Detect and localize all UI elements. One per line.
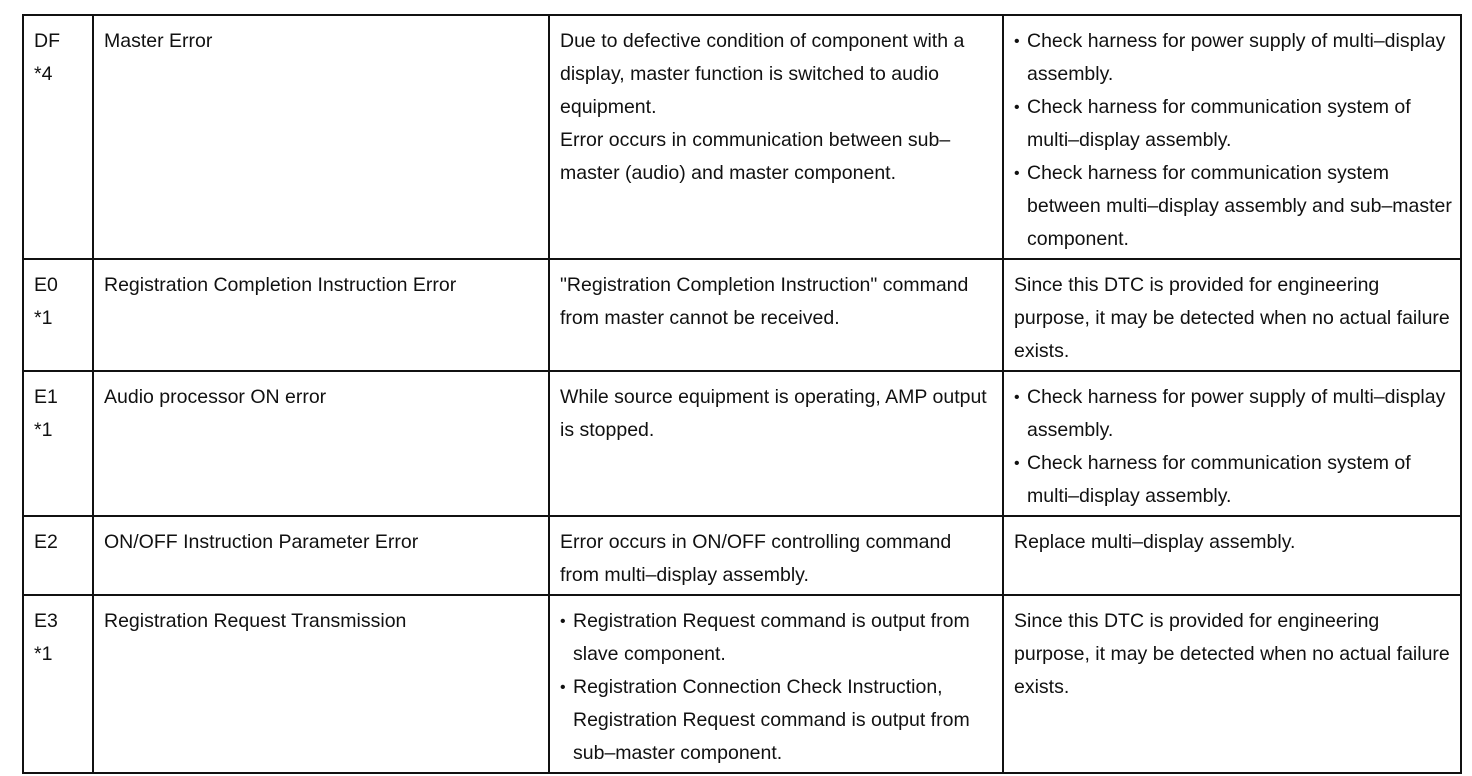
remedy-item: • Check harness for communication system of multi–display assembly. — [1014, 91, 1452, 157]
detection-item-cell — [93, 516, 549, 595]
condition-text: While source equipment is operating, AMP output is stopped. — [560, 386, 987, 441]
remedy-cell — [1003, 15, 1461, 259]
condition-text: Due to defective condition of component with a display, master function is switched to audio equipment. — [560, 30, 965, 118]
condition-text: "Registration Completion Instruction" command from master cannot be received. — [560, 274, 969, 329]
remedy-text: Replace multi–display assembly. — [1014, 531, 1296, 553]
dtc-code: E3 — [34, 610, 58, 632]
remedy-cell — [1003, 371, 1461, 516]
table-row — [23, 371, 1461, 516]
detection-item: ON/OFF Instruction Parameter Error — [104, 531, 419, 553]
table-row — [23, 516, 1461, 595]
dtc-table — [22, 14, 1462, 774]
trouble-area-cell — [549, 595, 1003, 773]
condition-list — [560, 605, 994, 770]
remedy-cell — [1003, 259, 1461, 371]
dtc-code: E0 — [34, 274, 58, 296]
dtc-note: *1 — [34, 419, 53, 441]
table-row — [23, 595, 1461, 773]
dtc-note: *1 — [34, 307, 53, 329]
detection-item-cell — [93, 15, 549, 259]
detection-item: Master Error — [104, 30, 213, 52]
detection-item-cell — [93, 371, 549, 516]
detection-item-cell — [93, 595, 549, 773]
dtc-code-cell — [23, 259, 93, 371]
remedy-item: • Check harness for communication system of multi–display assembly. — [1014, 447, 1452, 513]
remedy-text: Since this DTC is provided for engineering purpose, it may be detected when no actual failure exists. — [1014, 274, 1450, 362]
dtc-code-cell — [23, 516, 93, 595]
remedy-item: • Check harness for power supply of multi–display assembly. — [1014, 25, 1452, 91]
trouble-area-cell — [549, 371, 1003, 516]
table-row — [23, 15, 1461, 259]
dtc-code: DF — [34, 30, 60, 52]
dtc-code: E1 — [34, 386, 58, 408]
dtc-code-cell — [23, 15, 93, 259]
remedy-cell — [1003, 595, 1461, 773]
trouble-area-cell — [549, 259, 1003, 371]
remedy-list — [1014, 381, 1452, 513]
condition-item: • Registration Request command is output from slave component. — [560, 605, 994, 671]
condition-text: Error occurs in communication between sub–master (audio) and master component. — [560, 129, 951, 184]
dtc-code: E2 — [34, 531, 58, 553]
detection-item: Registration Request Transmission — [104, 610, 407, 632]
dtc-note: *1 — [34, 643, 53, 665]
remedy-list — [1014, 25, 1452, 256]
detection-item-cell — [93, 259, 549, 371]
trouble-area-cell — [549, 516, 1003, 595]
trouble-area-cell — [549, 15, 1003, 259]
dtc-note: *4 — [34, 63, 53, 85]
condition-item: • Registration Connection Check Instruction, Registration Request command is output from sub–master component. — [560, 671, 994, 770]
detection-item: Audio processor ON error — [104, 386, 327, 408]
remedy-item: • Check harness for power supply of multi–display assembly. — [1014, 381, 1452, 447]
dtc-code-cell — [23, 595, 93, 773]
remedy-cell — [1003, 516, 1461, 595]
condition-text: Error occurs in ON/OFF controlling command from multi–display assembly. — [560, 531, 952, 586]
detection-item: Registration Completion Instruction Error — [104, 274, 457, 296]
remedy-item: • Check harness for communication system between multi–display assembly and sub–master component. — [1014, 157, 1452, 256]
remedy-text: Since this DTC is provided for engineering purpose, it may be detected when no actual failure exists. — [1014, 610, 1450, 698]
dtc-code-cell — [23, 371, 93, 516]
table-row — [23, 259, 1461, 371]
